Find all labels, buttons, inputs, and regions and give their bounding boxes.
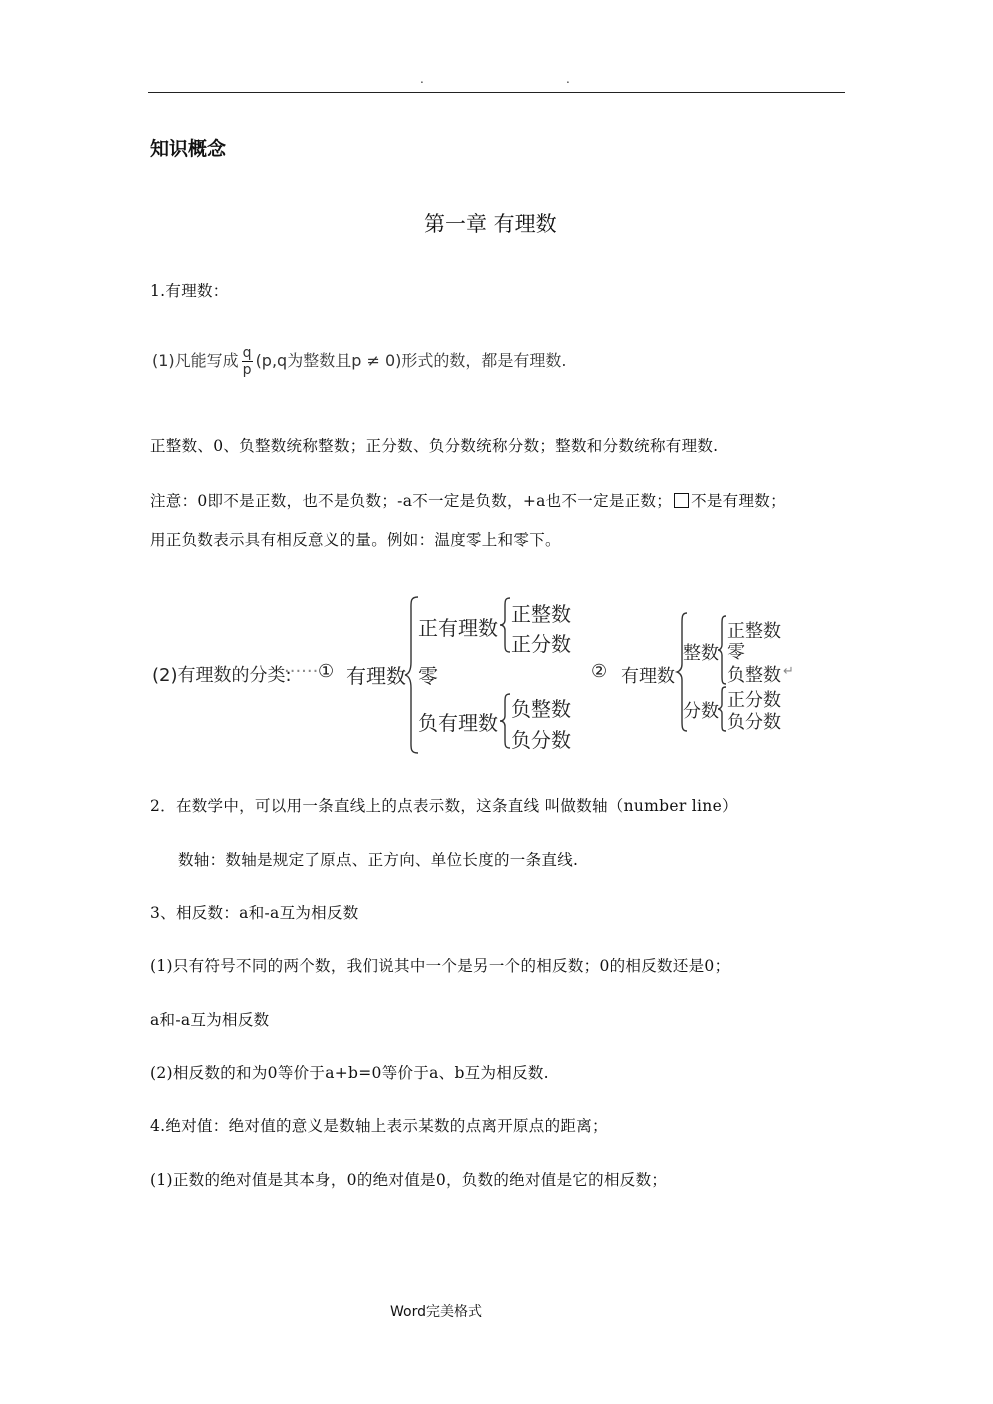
leader-dots: ······	[284, 661, 319, 682]
pos-int: 正整数	[511, 602, 571, 626]
header-rule	[148, 92, 845, 93]
integer-brace	[717, 615, 727, 685]
zero: 零	[418, 664, 438, 688]
section-3-item-2: (2)相反数的和为0等价于a+b=0等价于a、b互为相反数.	[150, 1064, 549, 1082]
note-text-b: 不是有理数；	[691, 492, 786, 510]
integer-label: 整数	[683, 643, 719, 664]
definition-prefix: (1)凡能写成	[152, 351, 239, 370]
note-line-2: 用正负数表示具有相反意义的量。例如：温度零上和零下。	[150, 531, 561, 549]
int-zero: 零	[727, 642, 745, 663]
int-neg: 负整数	[727, 665, 781, 686]
scheme-2-root: 有理数	[621, 666, 675, 687]
neg-frac: 负分数	[511, 728, 571, 752]
neg-rational: 负有理数	[418, 711, 498, 735]
frac-pos: 正分数	[727, 690, 781, 711]
fraction-numerator: q	[242, 345, 252, 361]
classification-label: (2)有理数的分类:	[152, 665, 292, 686]
scheme-1-root: 有理数	[346, 664, 406, 688]
pos-rational: 正有理数	[418, 616, 498, 640]
fraction-brace	[717, 686, 727, 732]
fraction-label: 分数	[683, 701, 719, 722]
section-label: 知识概念	[150, 138, 227, 160]
section-3-item-1b: a和-a互为相反数	[150, 1011, 270, 1029]
section-4-heading: 4.绝对值：绝对值的意义是数轴上表示某数的点离开原点的距离；	[150, 1117, 608, 1135]
placeholder-box-icon	[674, 493, 689, 508]
neg-int: 负整数	[511, 697, 571, 721]
page-footer: Word完美格式	[390, 1304, 482, 1320]
chapter-title: 第一章 有理数	[424, 212, 557, 236]
section-1-heading: 1.有理数：	[150, 282, 229, 300]
header-dot-left: .	[420, 72, 424, 86]
return-mark: ↵	[783, 664, 794, 679]
section-3-item-1: (1)只有符号不同的两个数，我们说其中一个是另一个的相反数；0的相反数还是0；	[150, 957, 731, 975]
section-2-line-2: 数轴：数轴是规定了原点、正方向、单位长度的一条直线.	[178, 851, 579, 869]
fraction-denominator: p	[242, 362, 252, 378]
scheme-2-marker: ②	[591, 661, 608, 682]
note-text-a: 注意：0即不是正数，也不是负数；-a不一定是负数，+a也不一定是正数；	[150, 492, 673, 510]
neg-rational-brace	[499, 693, 511, 749]
pos-frac: 正分数	[511, 632, 571, 656]
pos-rational-brace	[499, 597, 511, 653]
section-3-heading: 3、相反数：a和-a互为相反数	[150, 904, 359, 922]
section-2-line-1: 2．在数学中，可以用一条直线上的点表示数，这条直线 叫做数轴（number line）	[150, 797, 738, 815]
note-line-1	[150, 489, 786, 511]
scheme-1-marker: ①	[318, 661, 335, 682]
classify-summary: 正整数、0、负整数统称整数；正分数、负分数统称分数；整数和分数统称有理数.	[150, 437, 719, 455]
header-dot-right: .	[566, 72, 570, 86]
definition-suffix: (p,q为整数且p ≠ 0)形式的数，都是有理数.	[255, 351, 567, 370]
section-4-item-1: (1)正数的绝对值是其本身，0的绝对值是0，负数的绝对值是它的相反数；	[150, 1171, 668, 1189]
fraction-q-over-p	[242, 346, 253, 377]
frac-neg: 负分数	[727, 712, 781, 733]
int-pos: 正整数	[727, 621, 781, 642]
rational-definition	[152, 346, 566, 377]
